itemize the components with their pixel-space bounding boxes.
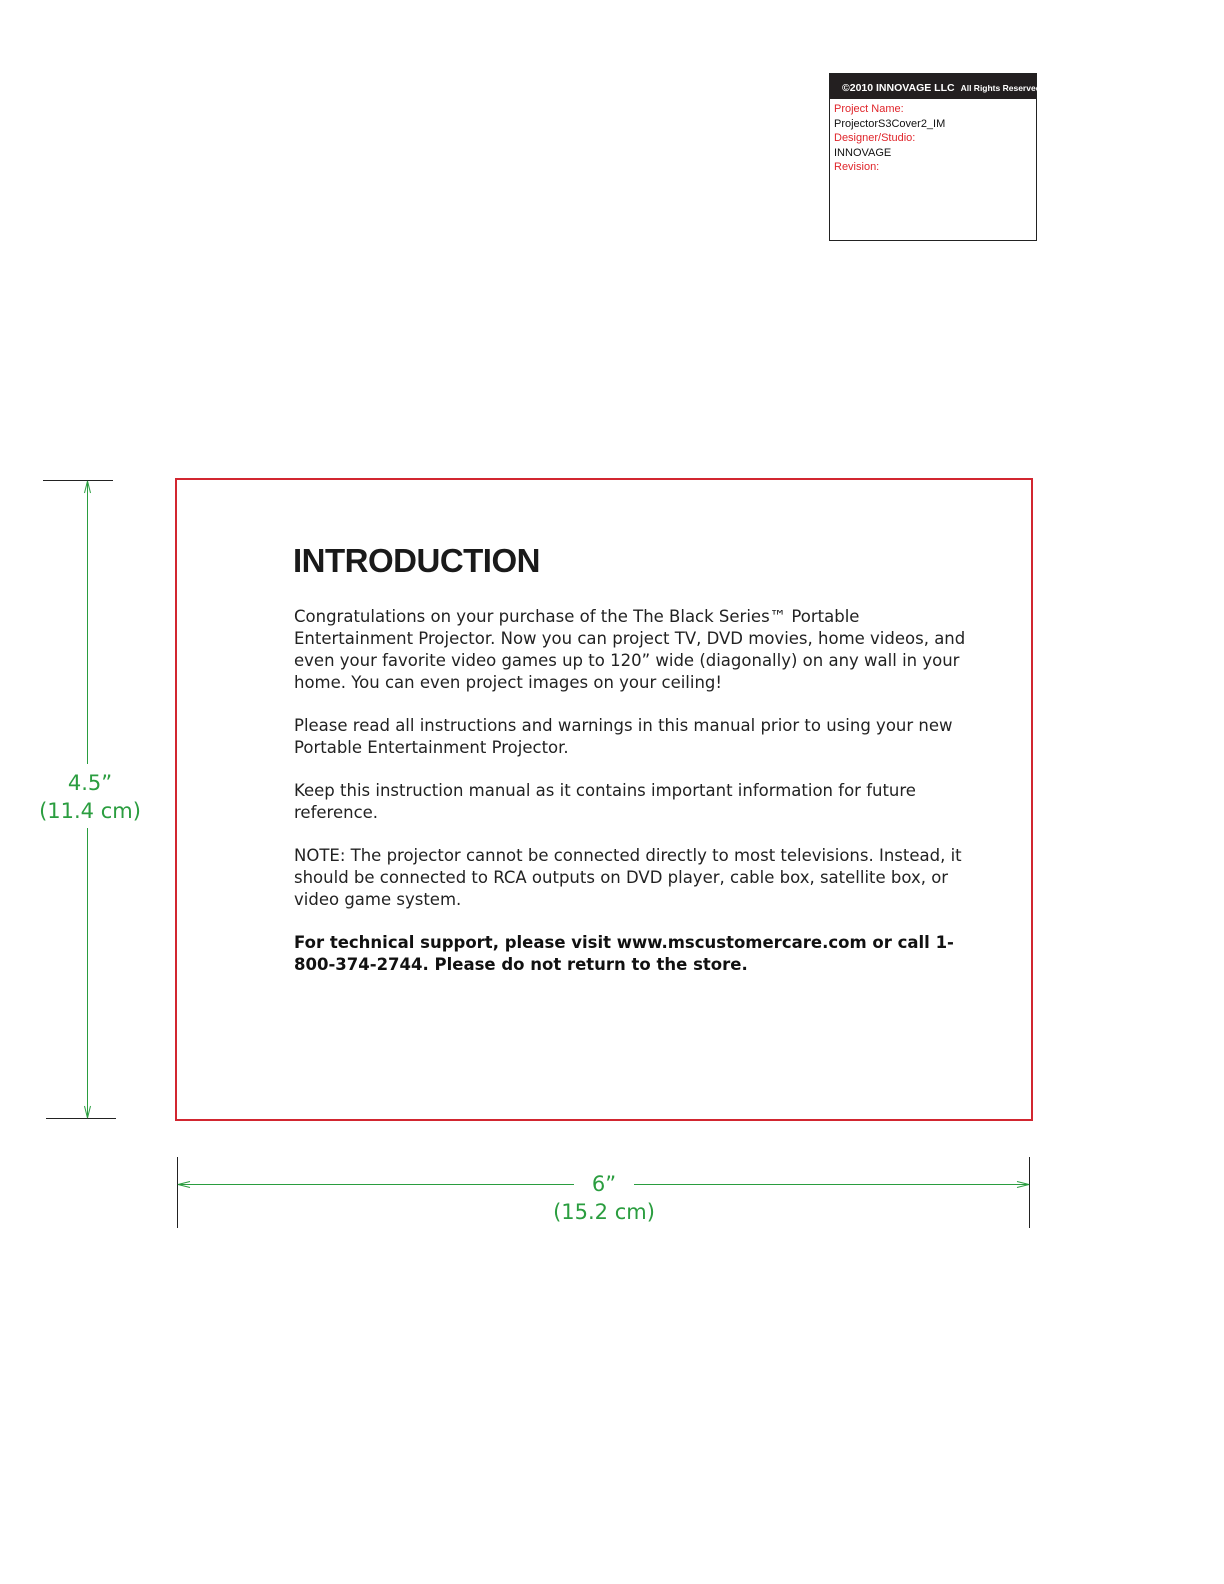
note-paragraph: NOTE: The projector cannot be connected directly to most televisions. Instead, it should be connected to RCA outputs on DVD player, cable box, satellite box, or video game system. bbox=[294, 846, 962, 909]
height-centimeters: (11.4 cm) bbox=[39, 799, 141, 823]
width-centimeters: (15.2 cm) bbox=[553, 1200, 655, 1224]
copyright-text: ©2010 INNOVAGE LLC bbox=[842, 82, 955, 94]
page-title: INTRODUCTION bbox=[293, 542, 540, 579]
intro-body bbox=[294, 606, 974, 997]
title-block-body bbox=[830, 99, 1036, 175]
height-label bbox=[30, 769, 150, 825]
rights-text: All Rights Reserved. bbox=[960, 83, 1044, 93]
revision-label: Revision: bbox=[834, 161, 880, 174]
height-inches: 4.5” bbox=[67, 771, 113, 795]
intro-paragraph: Congratulations on your purchase of the The Black Series™ Portable Entertainment Projector. Now you can project TV, DVD movies, home videos, and even your favorite video games up to 120” wide (diagonally) on any wall in your home. You can even project images on your ceiling! bbox=[294, 607, 966, 692]
title-block bbox=[829, 73, 1044, 241]
width-label bbox=[544, 1170, 664, 1226]
intro-paragraph: Keep this instruction manual as it contains important information for future reference. bbox=[294, 781, 916, 822]
project-name-value: ProjectorS3Cover2_IM bbox=[834, 117, 946, 130]
support-paragraph: For technical support, please visit www.mscustomercare.com or call 1-800-374-2744. Please do not return to the store. bbox=[294, 933, 954, 974]
designer-value: INNOVAGE bbox=[834, 146, 892, 159]
width-inches: 6” bbox=[591, 1172, 617, 1196]
designer-label: Designer/Studio: bbox=[834, 132, 916, 145]
title-block-header bbox=[830, 74, 1044, 99]
trim-box bbox=[175, 478, 1033, 1121]
intro-paragraph: Please read all instructions and warnings in this manual prior to using your new Portable Entertainment Projector. bbox=[294, 716, 953, 757]
project-name-label: Project Name: bbox=[834, 103, 904, 115]
